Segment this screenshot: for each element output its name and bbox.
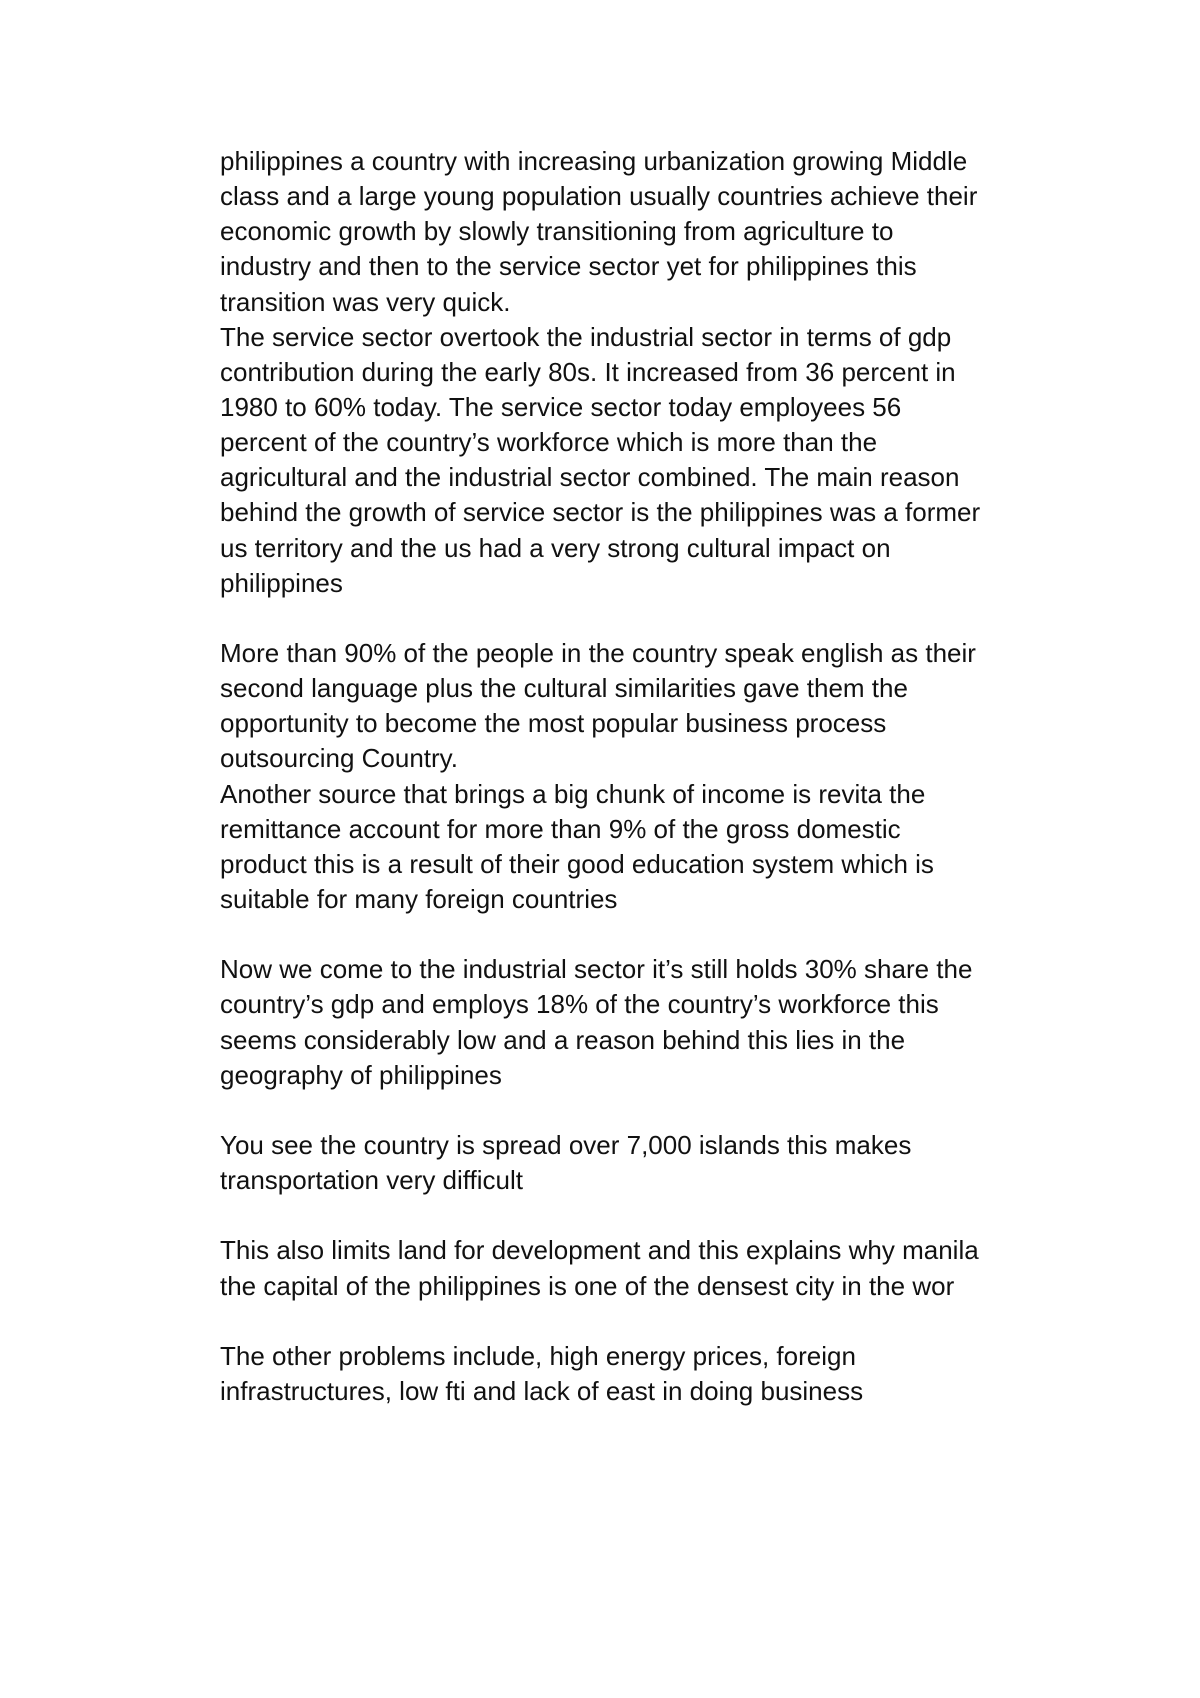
paragraph (220, 144, 1120, 320)
text-line: contribution during the early 80s. It increased from 36 percent in (220, 356, 956, 387)
text-line: percent of the country’s workforce which is more than the (220, 427, 878, 458)
text-line: us territory and the us had a very strong cultural impact on (220, 532, 891, 563)
text-line: More than 90% of the people in the country speak english as their (220, 637, 976, 668)
text-line: geography of philippines (220, 1059, 502, 1090)
text-line: country’s gdp and employs 18% of the country’s workforce this (220, 989, 939, 1020)
text-line: You see the country is spread over 7,000 islands this makes (220, 1129, 912, 1160)
text-line: transportation very difficult (220, 1165, 523, 1196)
text-line: economic growth by slowly transitioning from agriculture to (220, 216, 894, 247)
text-line: industry and then to the service sector yet for philippines this (220, 251, 917, 282)
paragraph (220, 1233, 1120, 1303)
text-line: 1980 to 60% today. The service sector today employees 56 (220, 391, 902, 422)
paragraph (220, 1339, 1120, 1409)
text-line: the capital of the philippines is one of the densest city in the wor (220, 1270, 955, 1301)
document-body (220, 144, 1120, 1409)
text-line: philippines (220, 567, 343, 598)
text-line: second language plus the cultural similarities gave them the (220, 673, 908, 704)
text-line: infrastructures, low fti and lack of east in doing business (220, 1375, 864, 1406)
text-line: Now we come to the industrial sector it’s still holds 30% share the (220, 954, 973, 985)
text-line: The service sector overtook the industrial sector in terms of gdp (220, 321, 952, 352)
text-line: product this is a result of their good education system which is (220, 848, 934, 879)
text-line: philippines a country with increasing urbanization growing Middle (220, 146, 968, 176)
text-line: class and a large young population usually countries achieve their (220, 181, 978, 212)
paragraph (220, 636, 1120, 777)
paragraph (220, 777, 1120, 918)
text-line: suitable for many foreign countries (220, 883, 618, 914)
text-line: agricultural and the industrial sector combined. The main reason (220, 462, 960, 493)
text-line: opportunity to become the most popular business process (220, 708, 887, 739)
paragraph (220, 1128, 1120, 1198)
text-line: seems considerably low and a reason behind this lies in the (220, 1024, 906, 1055)
text-line: Another source that brings a big chunk of income is revita the (220, 778, 926, 809)
paragraph (220, 952, 1120, 1093)
text-line: The other problems include, high energy prices, foreign (220, 1340, 856, 1371)
text-line: This also limits land for development and this explains why manila (220, 1235, 979, 1266)
text-line: transition was very quick. (220, 286, 511, 317)
paragraph (220, 320, 1120, 601)
text-line: behind the growth of service sector is the philippines was a former (220, 497, 981, 528)
text-line: remittance account for more than 9% of the gross domestic (220, 813, 901, 844)
text-line: outsourcing Country. (220, 743, 458, 774)
